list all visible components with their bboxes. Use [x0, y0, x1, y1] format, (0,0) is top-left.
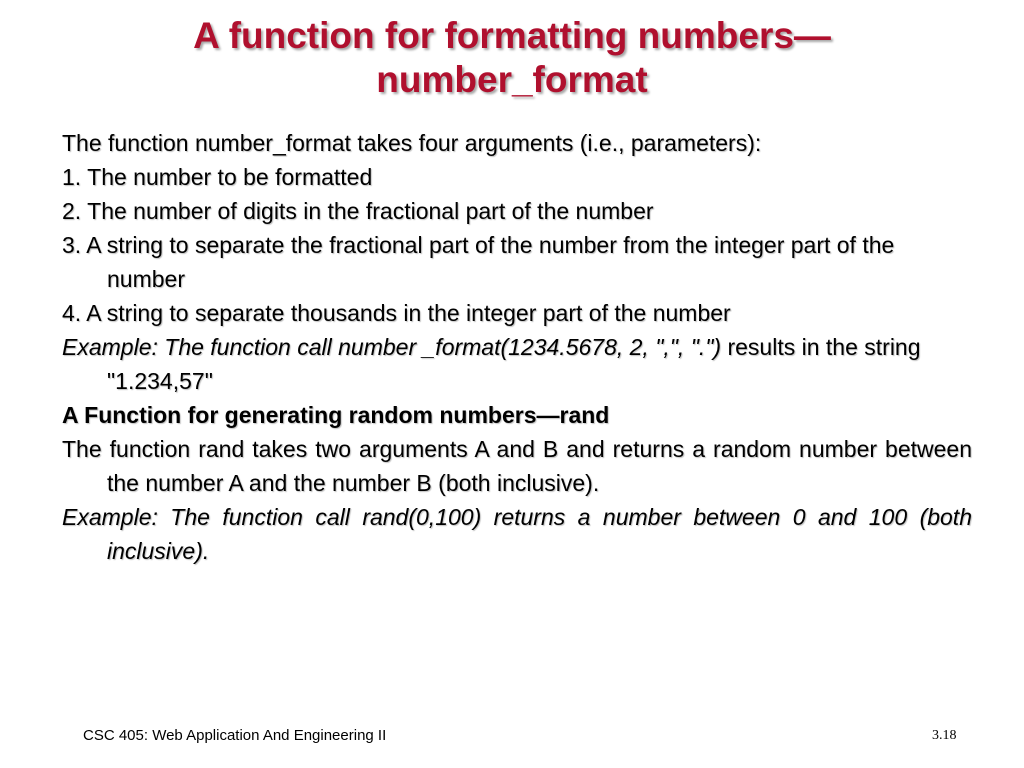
number-format-example — [62, 330, 972, 398]
argument-item-1: 1. The number to be formatted — [62, 164, 373, 190]
footer-course-name: CSC 405: Web Application And Engineering II — [83, 727, 387, 744]
example-call-text: Example: The function call number _format(1234.5678, 2, ",", ".") — [62, 334, 722, 360]
title-line-2: number_format — [376, 59, 648, 100]
slide-body — [62, 126, 972, 568]
example-result-text: results in the string "1.234,57" — [107, 334, 921, 394]
slide-title — [0, 14, 1024, 102]
title-line-1: A function for formatting numbers— — [193, 15, 831, 56]
rand-example: Example: The function call rand(0,100) returns a number between 0 and 100 (both inclusive). — [62, 504, 972, 564]
argument-item-3: 3. A string to separate the fractional part of the number from the integer part of the number — [62, 232, 895, 292]
rand-description: The function rand takes two arguments A and B and returns a random number between the number A and the number B (both inclusive). — [62, 436, 972, 496]
argument-item-2: 2. The number of digits in the fractional part of the number — [62, 198, 654, 224]
rand-heading: A Function for generating random numbers—rand — [62, 402, 610, 428]
intro-paragraph: The function number_format takes four arguments (i.e., parameters): — [62, 130, 762, 156]
footer-page-number: 3.18 — [932, 728, 957, 743]
argument-item-4: 4. A string to separate thousands in the integer part of the number — [62, 300, 731, 326]
